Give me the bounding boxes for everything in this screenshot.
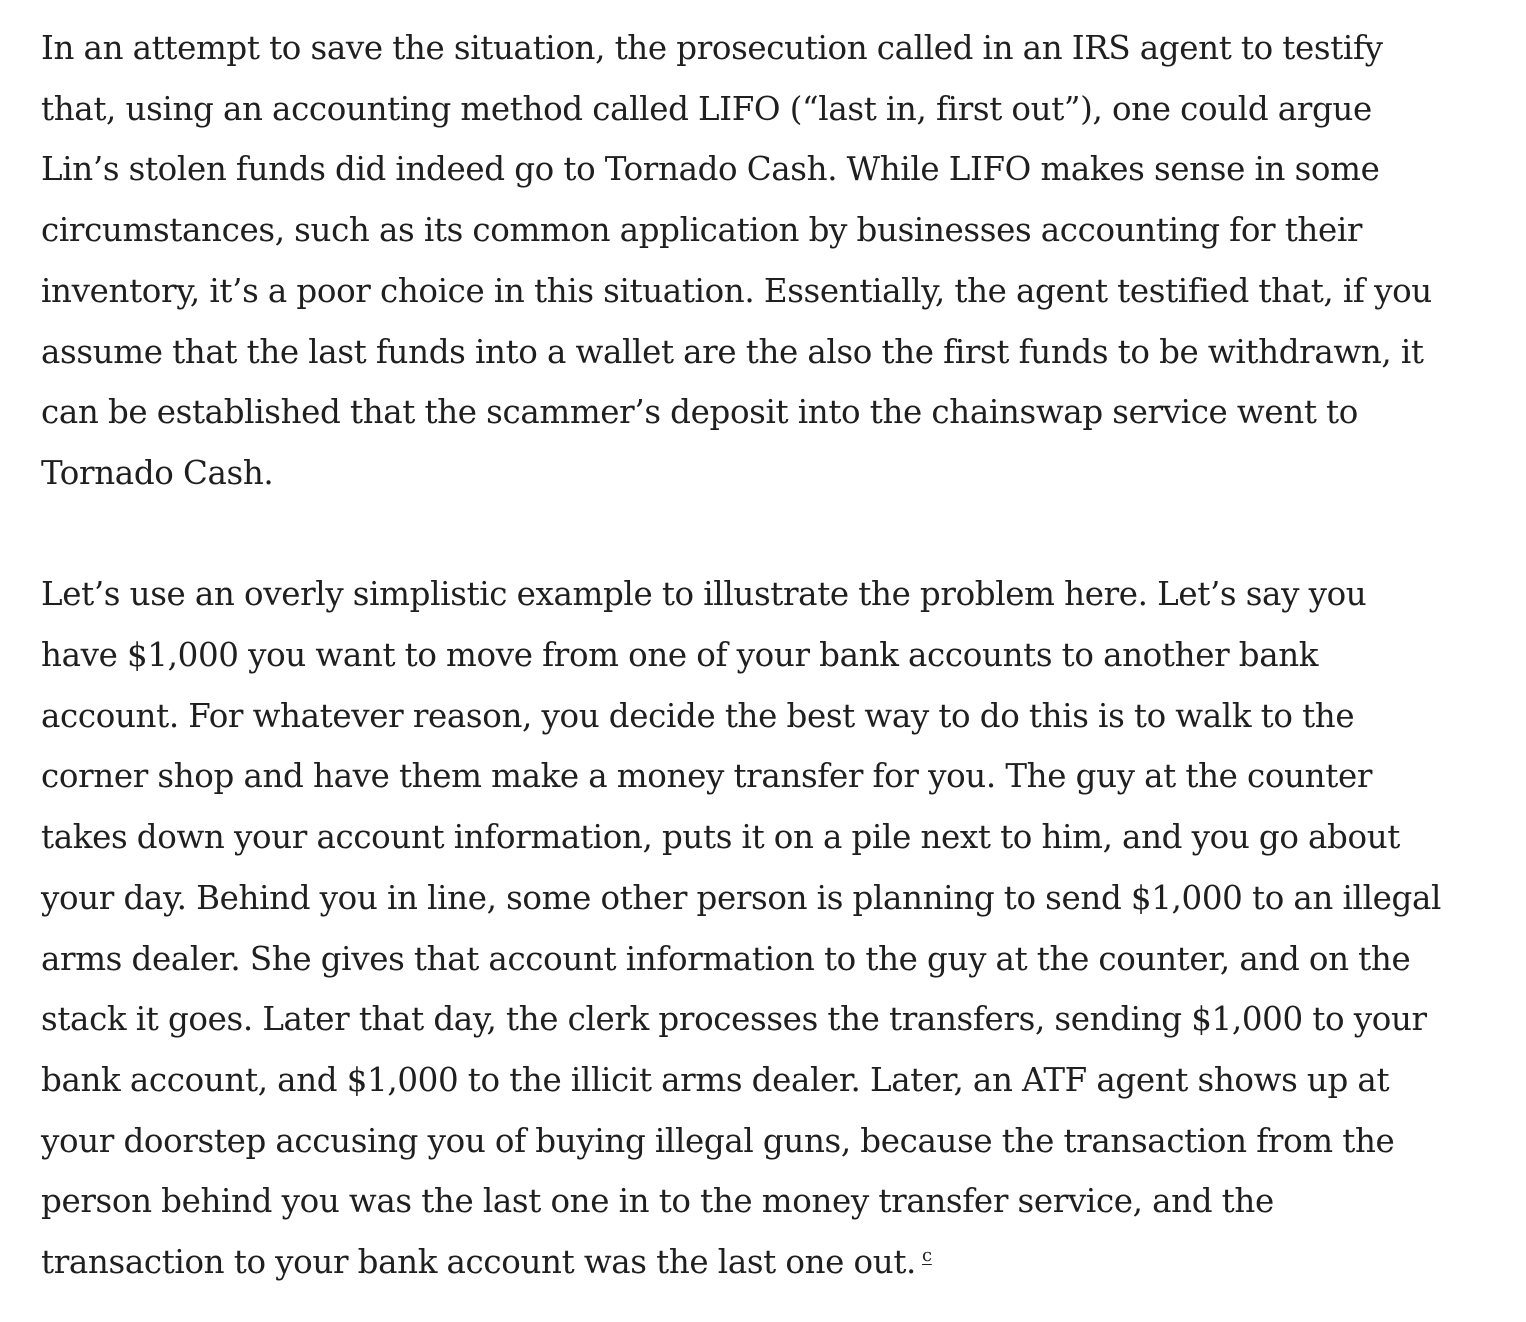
paragraph-line: assume that the last funds into a wallet are the also the first funds to be withdrawn, it	[41, 332, 1424, 371]
paragraph-line-text: transaction to your bank account was the last one out.	[41, 1243, 917, 1282]
paragraph-line: circumstances, such as its common application by businesses accounting for their	[41, 211, 1363, 250]
paragraph-line: takes down your account information, puts it on a pile next to him, and you go about	[41, 818, 1401, 857]
paragraph-line: person behind you was the last one in to the money transfer service, and the	[41, 1182, 1274, 1221]
paragraph-line: Tornado Cash.	[41, 453, 274, 492]
paragraph-spacer	[41, 504, 1493, 565]
paragraph-line: your day. Behind you in line, some other person is planning to send $1,000 to an illegal	[41, 878, 1442, 917]
paragraph-line: Lin’s stolen funds did indeed go to Tornado Cash. While LIFO makes sense in some	[41, 150, 1380, 189]
article-body	[41, 18, 1493, 1293]
paragraph-line: corner shop and have them make a money transfer for you. The guy at the counter	[41, 757, 1373, 796]
paragraph-line: stack it goes. Later that day, the clerk processes the transfers, sending $1,000 to your	[41, 1000, 1427, 1039]
footnote-link[interactable]: c	[922, 1245, 932, 1267]
paragraph-line: have $1,000 you want to move from one of your bank accounts to another bank	[41, 636, 1319, 675]
paragraph-line: In an attempt to save the situation, the prosecution called in an IRS agent to testify	[41, 29, 1383, 67]
paragraph-line: your doorstep accusing you of buying illegal guns, because the transaction from the	[41, 1121, 1395, 1160]
paragraph-line-last	[41, 1232, 1493, 1293]
paragraph-line: inventory, it’s a poor choice in this situation. Essentially, the agent testified that, if you	[41, 271, 1432, 310]
paragraph-line: arms dealer. She gives that account information to the guy at the counter, and on the	[41, 939, 1411, 978]
paragraph-line: bank account, and $1,000 to the illicit arms dealer. Later, an ATF agent shows up at	[41, 1060, 1390, 1099]
paragraph-line: that, using an accounting method called LIFO (“last in, first out”), one could argue	[41, 89, 1372, 128]
paragraph-bank-example	[41, 564, 1493, 1292]
paragraph-lifo-testimony	[41, 18, 1493, 504]
paragraph-line: can be established that the scammer’s deposit into the chainswap service went to	[41, 393, 1358, 432]
paragraph-line: Let’s use an overly simplistic example to illustrate the problem here. Let’s say you	[41, 575, 1367, 614]
paragraph-line: account. For whatever reason, you decide the best way to do this is to walk to the	[41, 696, 1355, 735]
